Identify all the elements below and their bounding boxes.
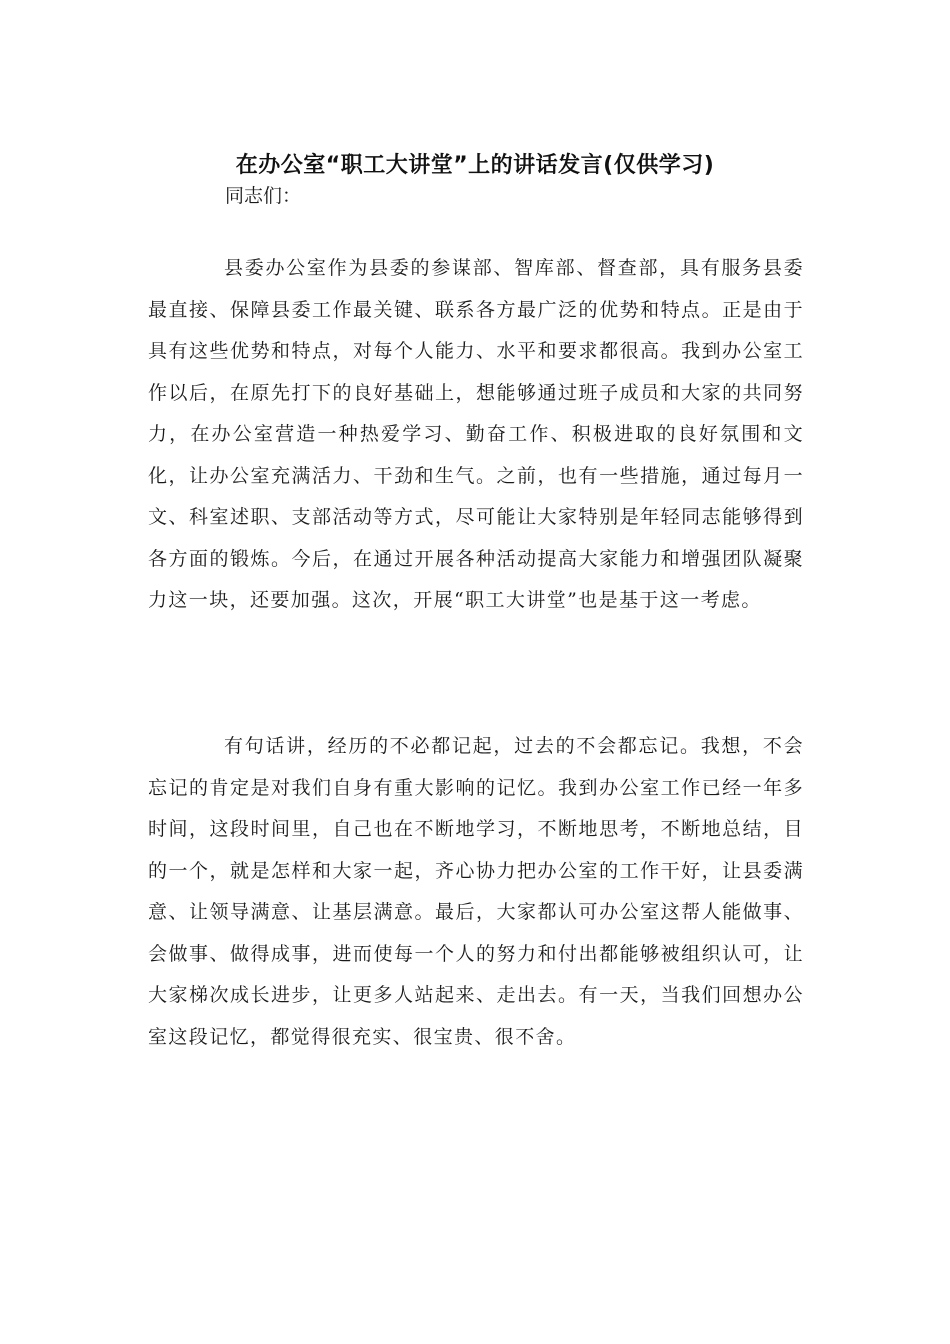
- salutation: 同志们：: [225, 185, 302, 207]
- document-title: 在办公室“职工大讲堂”上的讲话发言(仅供学习): [235, 153, 715, 178]
- paragraph-1: 县委办公室作为县委的参谋部、智库部、督查部，具有服务县委最直接、保障县委工作最关键、联系各方最广泛的优势和特点。正是由于具有这些优势和特点，对每个人能力、水平和要求都很高。我到办公室工作以后，在原先打下的良好基础上，想能够通过班子成员和大家的共同努力，在办公室营造一种热爱学习、勤奋工作、积极进取的良好氛围和文化，让办公室充满活力、干劲和生气。之前，也有一些措施，通过每月一文、科室述职、支部活动等方式，尽可能让大家特别是年轻同志能够得到各方面的锻炼。今后，在通过开展各种活动提高大家能力和增强团队凝聚力这一块，还要加强。这次，开展“职工大讲堂”也是基于这一考虑。: [148, 257, 804, 611]
- paragraph-2: 有句话讲，经历的不必都记起，过去的不会都忘记。我想，不会忘记的肯定是对我们自身有重大影响的记忆。我到办公室工作已经一年多时间，这段时间里，自己也在不断地学习，不断地思考，不断地总结，目的一个，就是怎样和大家一起，齐心协力把办公室的工作干好，让县委满意、让领导满意、让基层满意。最后，大家都认可办公室这帮人能做事、会做事、做得成事，进而使每一个人的努力和付出都能够被组织认可，让大家梯次成长进步，让更多人站起来、走出去。有一天，当我们回想办公室这段记忆，都觉得很充实、很宝贵、很不舍。: [148, 735, 804, 1048]
